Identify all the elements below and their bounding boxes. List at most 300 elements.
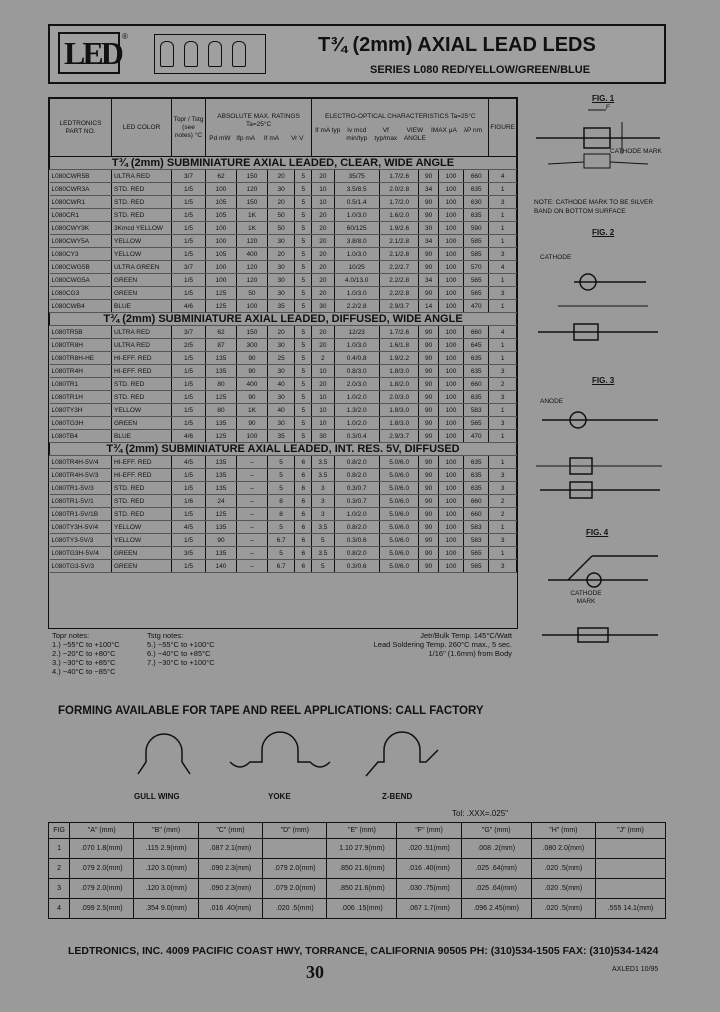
spec-cell: 3/7 — [172, 170, 206, 183]
spec-cell: 100 — [438, 196, 463, 209]
spec-cell: 3 — [489, 482, 517, 495]
spec-cell: 1K — [236, 404, 267, 417]
spec-cell: 6.7 — [267, 560, 294, 573]
spec-cell: 1K — [236, 209, 267, 222]
spec-cell: 585 — [464, 248, 489, 261]
spec-cell: L080CWY3K — [50, 222, 112, 235]
shape-z-bend: Z-BEND — [382, 792, 413, 801]
fig1-label: FIG. 1 — [592, 94, 615, 103]
spec-cell: 100 — [438, 222, 463, 235]
spec-cell: 1.9/2.6 — [379, 222, 419, 235]
spec-cell: 20 — [312, 209, 334, 222]
spec-cell: 100 — [438, 391, 463, 404]
spec-cell: 20 — [267, 326, 294, 339]
spec-cell: 1.6/2.0 — [379, 209, 419, 222]
spec-cell: 100 — [438, 495, 463, 508]
spec-cell: 5 — [267, 482, 294, 495]
spec-cell: 3.8/8.0 — [334, 235, 379, 248]
spec-cell: – — [236, 508, 267, 521]
spec-cell: L080CWY5A — [50, 235, 112, 248]
spec-cell: 90 — [419, 456, 438, 469]
spec-cell: YELLOW — [112, 404, 172, 417]
spec-cell: 3.5 — [312, 456, 334, 469]
spec-cell: 100 — [236, 300, 267, 313]
spec-cell: ULTRA RED — [112, 170, 172, 183]
eo-cols — [313, 127, 487, 143]
spec-cell: 100 — [236, 430, 267, 443]
dim-row — [49, 859, 666, 879]
spec-cell: 90 — [419, 287, 438, 300]
spec-cell: 80 — [206, 404, 237, 417]
spec-cell: 1/5 — [172, 508, 206, 521]
spec-cell: 1/5 — [172, 287, 206, 300]
spec-cell: 1/5 — [172, 183, 206, 196]
spec-cell: 583 — [464, 534, 489, 547]
spec-cell: 5 — [267, 456, 294, 469]
spec-cell: 90 — [419, 495, 438, 508]
spec-cell: 1 — [489, 430, 517, 443]
section-header — [50, 313, 517, 326]
spec-row — [50, 274, 517, 287]
spec-cell: 100 — [206, 183, 237, 196]
spec-cell: 8 — [267, 495, 294, 508]
spec-cell: – — [236, 547, 267, 560]
spec-cell: 10 — [312, 404, 334, 417]
spec-cell: 635 — [464, 365, 489, 378]
spec-cell: 125 — [206, 391, 237, 404]
forming-shapes — [120, 722, 460, 788]
spec-cell: 635 — [464, 209, 489, 222]
spec-cell: 1.8/3.0 — [379, 417, 419, 430]
spec-cell: 90 — [419, 326, 438, 339]
spec-cell: 1/5 — [172, 196, 206, 209]
spec-cell: 34 — [419, 235, 438, 248]
spec-row — [50, 456, 517, 469]
spec-row — [50, 469, 517, 482]
led-icon — [208, 41, 222, 67]
spec-cell: 3 — [489, 534, 517, 547]
spec-cell: 6 — [295, 508, 312, 521]
spec-cell: 20 — [312, 326, 334, 339]
spec-cell: 1 — [489, 339, 517, 352]
spec-cell: 5 — [295, 183, 312, 196]
spec-row — [50, 196, 517, 209]
spec-cell: 90 — [236, 365, 267, 378]
spec-cell: 6 — [295, 560, 312, 573]
spec-cell: 100 — [438, 300, 463, 313]
spec-cell: 2 — [489, 508, 517, 521]
spec-row — [50, 430, 517, 443]
spec-cell: 5 — [295, 339, 312, 352]
spec-cell: L080TG3-5V/3 — [50, 560, 112, 573]
spec-cell: 120 — [236, 183, 267, 196]
spec-row — [50, 287, 517, 300]
dim-cell: .555 14.1(mm) — [596, 899, 666, 919]
spec-cell: 20 — [312, 287, 334, 300]
spec-cell: 90 — [206, 534, 237, 547]
spec-cell: L080CWG5B — [50, 261, 112, 274]
spec-cell: 1.0/3.0 — [334, 248, 379, 261]
spec-cell: 20 — [267, 248, 294, 261]
spec-cell: 90 — [419, 339, 438, 352]
spec-cell: 4 — [489, 170, 517, 183]
spec-cell: 2 — [489, 495, 517, 508]
spec-cell: 6 — [295, 495, 312, 508]
spec-cell: 1/5 — [172, 274, 206, 287]
spec-cell: 6 — [295, 534, 312, 547]
spec-cell: 3.5 — [312, 469, 334, 482]
led-icon — [232, 41, 246, 67]
spec-cell: 100 — [438, 235, 463, 248]
spec-cell: 30 — [267, 287, 294, 300]
fig4-label: FIG. 4 — [586, 528, 609, 537]
spec-cell: 100 — [438, 521, 463, 534]
spec-cell: YELLOW — [112, 248, 172, 261]
spec-cell: 24 — [206, 495, 237, 508]
spec-cell: L080TR4H-5V/4 — [50, 456, 112, 469]
spec-cell: 50 — [267, 209, 294, 222]
spec-cell: 4/5 — [172, 456, 206, 469]
spec-cell: 30 — [419, 222, 438, 235]
spec-cell: 5.0/6.0 — [379, 495, 419, 508]
solder-note-1: Jetr/Bulk Temp. 145°C/Watt — [420, 631, 512, 640]
spec-row — [50, 183, 517, 196]
spec-row — [50, 391, 517, 404]
spec-cell: 100 — [438, 339, 463, 352]
spec-cell: 135 — [206, 365, 237, 378]
spec-cell: 120 — [236, 274, 267, 287]
solder-note-3: 1/16" (1.6mm) from Body — [428, 649, 512, 658]
spec-cell: GREEN — [112, 287, 172, 300]
spec-cell: 5.0/6.0 — [379, 547, 419, 560]
spec-cell: 635 — [464, 183, 489, 196]
spec-cell: 5 — [295, 430, 312, 443]
abs-max-col: Pd mW — [209, 134, 231, 142]
dim-cell: .120 3.0(mm) — [134, 859, 198, 879]
spec-cell: 34 — [419, 274, 438, 287]
spec-cell: 2.9/3.7 — [379, 430, 419, 443]
fig4-drawing — [528, 536, 668, 666]
spec-cell: 5 — [295, 222, 312, 235]
spec-cell: 90 — [419, 521, 438, 534]
spec-cell: 40 — [267, 404, 294, 417]
spec-cell: 14 — [419, 300, 438, 313]
doc-code: AXLED1 10/95 — [612, 966, 659, 973]
dim-cell: .096 2.45(mm) — [461, 899, 531, 919]
dim-cell: .079 2.0(mm) — [263, 859, 327, 879]
spec-cell: 3 — [489, 248, 517, 261]
spec-cell: STD. RED — [112, 209, 172, 222]
dim-header: "D" (mm) — [263, 823, 327, 839]
dim-row — [49, 879, 666, 899]
spec-cell: 660 — [464, 495, 489, 508]
spec-cell: GREEN — [112, 547, 172, 560]
dim-row — [49, 899, 666, 919]
topr-note-3: 3.) −30°C to +85°C — [52, 658, 116, 667]
tstg-notes-title: Tstg notes: — [147, 631, 184, 640]
spec-cell: 1.0/3.0 — [334, 287, 379, 300]
dim-cell: .099 2.5(mm) — [70, 899, 134, 919]
dimensions-table — [48, 822, 666, 919]
spec-cell: 100 — [438, 508, 463, 521]
fig3-anode: ANODE — [540, 398, 564, 405]
dim-cell — [596, 859, 666, 879]
spec-cell: 6.7 — [267, 534, 294, 547]
spec-cell: – — [236, 482, 267, 495]
spec-cell: 30 — [267, 365, 294, 378]
led-icon — [160, 41, 174, 67]
spec-cell: 2.2/2.8 — [379, 274, 419, 287]
spec-cell: – — [236, 469, 267, 482]
dim-header: "G" (mm) — [461, 823, 531, 839]
tstg-note-6: 6.) −40°C to +85°C — [147, 649, 211, 658]
spec-cell: 1/5 — [172, 417, 206, 430]
spec-cell: 20 — [267, 170, 294, 183]
spec-cell: HI-EFF. RED — [112, 365, 172, 378]
spec-cell: 34 — [419, 183, 438, 196]
spec-cell: 1/5 — [172, 560, 206, 573]
spec-cell: 0.3/0.6 — [334, 560, 379, 573]
spec-cell: L080TR4H-5V/3 — [50, 469, 112, 482]
section-header — [50, 443, 517, 456]
spec-cell: 30 — [312, 300, 334, 313]
spec-cell: 90 — [419, 417, 438, 430]
spec-cell: 5.0/6.0 — [379, 521, 419, 534]
spec-cell: 135 — [206, 547, 237, 560]
spec-cell: 5 — [295, 196, 312, 209]
spec-cell: L080CG3 — [50, 287, 112, 300]
th-part-no: LEDTRONICS PART NO. — [50, 99, 112, 157]
spec-row — [50, 482, 517, 495]
dim-cell: .115 2.9(mm) — [134, 839, 198, 859]
spec-cell: 2.0/3.0 — [379, 391, 419, 404]
spec-cell: 635 — [464, 482, 489, 495]
abs-max-col: Vr V — [291, 134, 304, 142]
spec-cell: 0.3/0.6 — [334, 534, 379, 547]
spec-cell: 135 — [206, 352, 237, 365]
spec-cell: L080TY3-5V/3 — [50, 534, 112, 547]
spec-cell: STD. RED — [112, 391, 172, 404]
spec-cell: 100 — [438, 183, 463, 196]
spec-row — [50, 300, 517, 313]
ledtronics-logo — [58, 32, 120, 74]
dim-cell: 1 — [49, 839, 70, 859]
spec-cell: 5 — [295, 170, 312, 183]
spec-cell: ULTRA RED — [112, 339, 172, 352]
spec-cell: 150 — [236, 170, 267, 183]
spec-cell: 3 — [489, 196, 517, 209]
spec-row — [50, 261, 517, 274]
topr-note-1: 1.) −55°C to +100°C — [52, 640, 120, 649]
spec-cell: 10 — [312, 417, 334, 430]
spec-cell: 5.0/6.0 — [379, 456, 419, 469]
dim-cell: .079 2.0(mm) — [70, 879, 134, 899]
spec-cell: 400 — [236, 378, 267, 391]
spec-cell: 100 — [438, 274, 463, 287]
spec-cell: – — [236, 534, 267, 547]
spec-cell: 3 — [489, 391, 517, 404]
spec-cell: 20 — [312, 222, 334, 235]
spec-cell: 2.1/2.8 — [379, 248, 419, 261]
spec-cell: 2.0/3.0 — [334, 378, 379, 391]
spec-cell: STD. RED — [112, 495, 172, 508]
spec-cell: 3.5 — [312, 547, 334, 560]
spec-cell: 150 — [236, 326, 267, 339]
spec-cell: 90 — [419, 534, 438, 547]
spec-cell: ULTRA GREEN — [112, 261, 172, 274]
spec-cell: 30 — [267, 261, 294, 274]
fig2-label: FIG. 2 — [592, 228, 615, 237]
spec-cell: 5.0/6.0 — [379, 560, 419, 573]
spec-cell: 5 — [295, 404, 312, 417]
spec-cell: 1 — [489, 404, 517, 417]
spec-cell: 1/6 — [172, 495, 206, 508]
spec-cell: 20 — [312, 378, 334, 391]
spec-cell: 100 — [438, 456, 463, 469]
spec-cell: 125 — [206, 300, 237, 313]
spec-cell: 0.3/0.7 — [334, 495, 379, 508]
spec-cell: 6 — [295, 456, 312, 469]
spec-cell: L080TR1-5V/3 — [50, 482, 112, 495]
spec-cell: 35 — [267, 300, 294, 313]
spec-cell: 3 — [489, 365, 517, 378]
spec-cell: 30 — [267, 339, 294, 352]
spec-cell: 1/5 — [172, 235, 206, 248]
spec-cell: 125 — [206, 508, 237, 521]
spec-cell: 1/5 — [172, 534, 206, 547]
dim-cell: .850 21.6(mm) — [327, 879, 397, 899]
spec-cell: 3 — [489, 287, 517, 300]
spec-cell: 1.3/2.0 — [334, 404, 379, 417]
spec-cell: 565 — [464, 274, 489, 287]
spec-cell: 100 — [438, 352, 463, 365]
eo-col: IMAX μA — [431, 126, 457, 134]
spec-cell: 20 — [312, 274, 334, 287]
header-box — [48, 24, 666, 84]
led-icons — [154, 34, 266, 74]
dim-header: "B" (mm) — [134, 823, 198, 839]
dim-cell: .090 2.3(mm) — [198, 859, 262, 879]
spec-cell: 585 — [464, 235, 489, 248]
spec-cell: 100 — [438, 170, 463, 183]
spec-cell: 1/5 — [172, 352, 206, 365]
spec-cell: 100 — [438, 560, 463, 573]
spec-cell: 1.7/2.0 — [379, 196, 419, 209]
dim-cell: .020 .5(mm) — [531, 859, 595, 879]
spec-cell: HI-EFF. RED — [112, 456, 172, 469]
spec-cell: 1 — [489, 300, 517, 313]
spec-cell: STD. RED — [112, 378, 172, 391]
spec-cell: 6 — [295, 469, 312, 482]
spec-cell: 90 — [419, 430, 438, 443]
spec-cell: 1 — [489, 209, 517, 222]
spec-cell: 5 — [295, 417, 312, 430]
spec-cell: 2.0/2.8 — [379, 183, 419, 196]
abs-max-cols — [207, 135, 310, 143]
spec-cell: – — [236, 456, 267, 469]
dim-cell: .354 9.0(mm) — [134, 899, 198, 919]
spec-cell: 565 — [464, 417, 489, 430]
spec-cell: 645 — [464, 339, 489, 352]
spec-cell: 3/7 — [172, 261, 206, 274]
abs-max-title: ABSOLUTE MAX. RATINGS Ta=25°C — [217, 112, 300, 128]
spec-cell: 1/5 — [172, 469, 206, 482]
spec-cell: 5.0/6.0 — [379, 508, 419, 521]
spec-cell: 5 — [295, 274, 312, 287]
spec-cell: 1/5 — [172, 482, 206, 495]
spec-cell: 660 — [464, 326, 489, 339]
spec-cell: 100 — [438, 287, 463, 300]
spec-cell: 90 — [419, 261, 438, 274]
spec-cell: L080CWR5B — [50, 170, 112, 183]
spec-cell: 125 — [206, 430, 237, 443]
spec-cell: 2/5 — [172, 339, 206, 352]
spec-cell: 5.0/6.0 — [379, 534, 419, 547]
spec-cell: 2.2/2.8 — [334, 300, 379, 313]
spec-cell: GREEN — [112, 274, 172, 287]
spec-cell: 135 — [206, 521, 237, 534]
spec-cell: 1.6/1.8 — [379, 339, 419, 352]
spec-cell: 5 — [267, 547, 294, 560]
spec-cell: 100 — [438, 378, 463, 391]
spec-cell: – — [236, 495, 267, 508]
spec-cell: L080TR1H — [50, 391, 112, 404]
spec-cell: L080CY3 — [50, 248, 112, 261]
spec-cell: 6 — [295, 482, 312, 495]
spec-cell: 140 — [206, 560, 237, 573]
spec-cell: 3.5 — [312, 521, 334, 534]
spec-cell: 1 — [489, 235, 517, 248]
spec-cell: 3/7 — [172, 326, 206, 339]
spec-cell: 30 — [267, 235, 294, 248]
spec-cell: 20 — [312, 248, 334, 261]
spec-cell: 300 — [236, 339, 267, 352]
dim-cell — [263, 839, 327, 859]
spec-cell: L080TG3H-5V/4 — [50, 547, 112, 560]
spec-cell: 0.8/2.0 — [334, 456, 379, 469]
spec-cell: 20 — [312, 235, 334, 248]
spec-cell: 470 — [464, 430, 489, 443]
spec-cell: YELLOW — [112, 235, 172, 248]
spec-cell: 0.8/2.0 — [334, 547, 379, 560]
notes-block — [52, 631, 512, 691]
spec-cell: 1.0/3.0 — [334, 339, 379, 352]
spec-cell: 30 — [267, 391, 294, 404]
spec-cell: 10 — [312, 196, 334, 209]
spec-cell: 90 — [419, 391, 438, 404]
spec-cell: L080TY3H-5V/4 — [50, 521, 112, 534]
fig2-cathode: CATHODE — [540, 254, 572, 261]
spec-cell: 8 — [267, 508, 294, 521]
spec-row — [50, 326, 517, 339]
dim-header: "F" (mm) — [397, 823, 461, 839]
spec-cell: 90 — [419, 365, 438, 378]
spec-cell: 10 — [312, 183, 334, 196]
dim-cell: .006 .15(mm) — [327, 899, 397, 919]
spec-cell: L080TB4 — [50, 430, 112, 443]
spec-cell: 1.0/2.0 — [334, 391, 379, 404]
dim-cell: .030 .75(mm) — [397, 879, 461, 899]
spec-cell: GREEN — [112, 417, 172, 430]
spec-cell: 3/5 — [172, 547, 206, 560]
spec-cell: 0.8/2.0 — [334, 521, 379, 534]
spec-cell: 50 — [236, 287, 267, 300]
eo-col: λP nm — [463, 126, 483, 134]
th-abs-max — [206, 99, 312, 157]
section-title: T¾ (2mm) SUBMINIATURE AXIAL LEADED, INT. RES. 5V, DIFFUSED — [50, 443, 517, 456]
spec-cell: 60/125 — [334, 222, 379, 235]
spec-row — [50, 235, 517, 248]
